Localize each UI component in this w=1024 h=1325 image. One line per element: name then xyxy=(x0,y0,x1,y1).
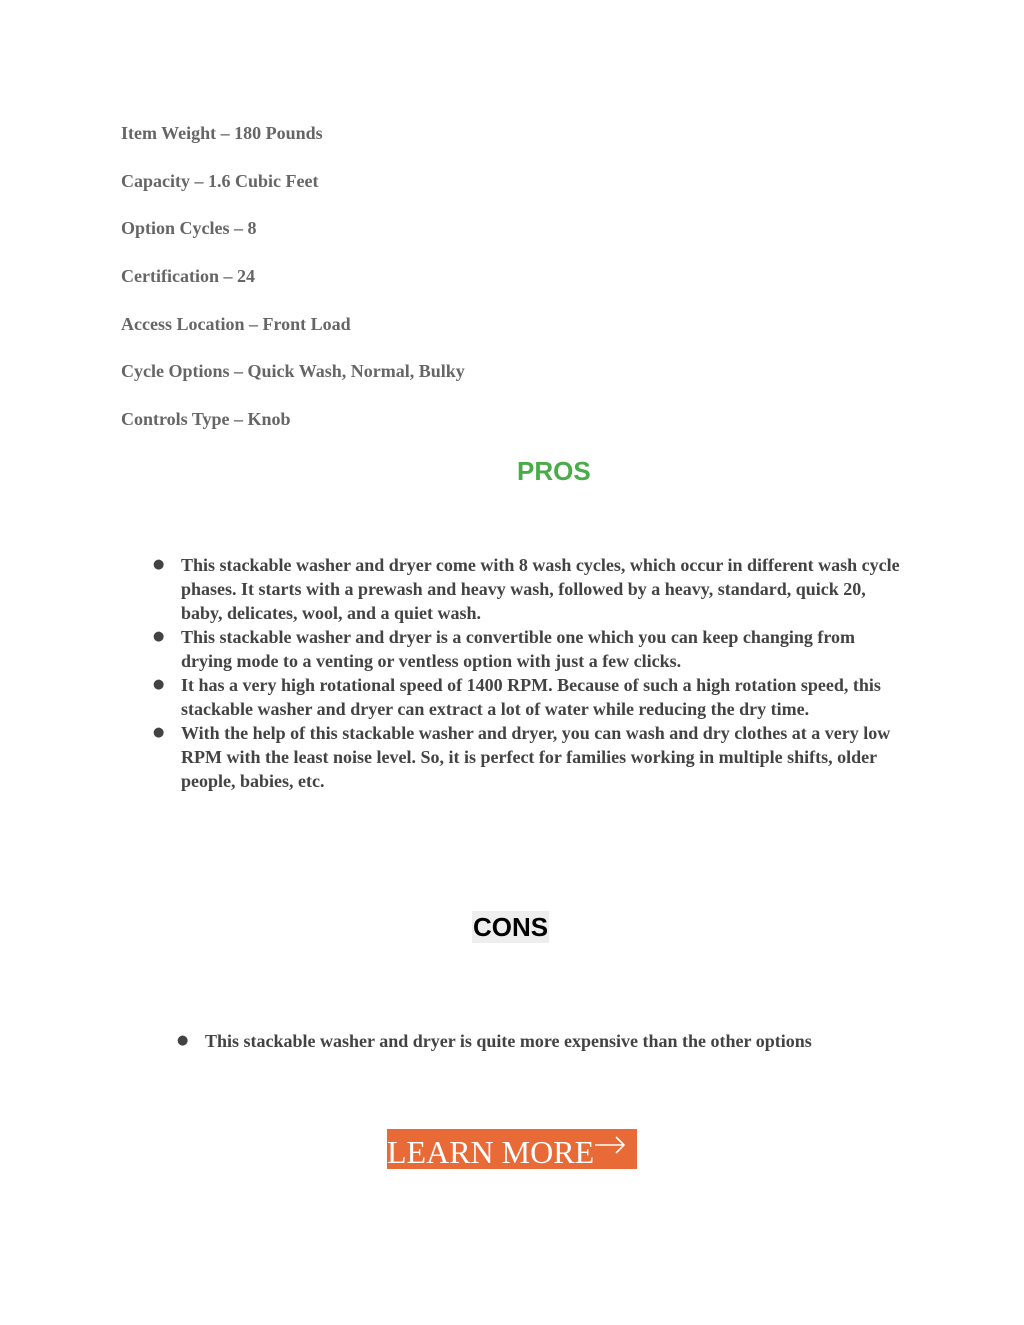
bullet-icon: ● xyxy=(153,629,165,644)
learn-more-label: LEARN MORE xyxy=(387,1134,595,1169)
bullet-icon: ● xyxy=(153,557,165,572)
spec-option-cycles: Option Cycles – 8 xyxy=(121,218,257,238)
spec-item-weight: Item Weight – 180 Pounds xyxy=(121,123,323,143)
spec-cycle-options: Cycle Options – Quick Wash, Normal, Bulky xyxy=(121,361,465,381)
list-item-text: With the help of this stackable washer and dryer, you can wash and dry clothes at a very low RPM with the least noise level. So, it is perfect for families working in multiple shifts, older people, babies, etc. xyxy=(181,723,891,791)
arrow-right-icon xyxy=(593,1129,627,1161)
list-item-text: This stackable washer and dryer come with 8 wash cycles, which occur in different wash cycle phases. It starts with a prewash and heavy wash, followed by a heavy, standard, quick 20, baby, delicates, wool, and a quiet wash. xyxy=(181,555,900,623)
bullet-icon: ● xyxy=(153,677,165,692)
pros-list xyxy=(153,553,906,793)
list-item xyxy=(153,625,906,673)
list-item xyxy=(153,553,906,625)
spec-controls-type: Controls Type – Knob xyxy=(121,409,291,429)
list-item-text: This stackable washer and dryer is a convertible one which you can keep changing from drying mode to a venting or ventless option with just a few clicks. xyxy=(181,627,856,671)
bullet-icon: ● xyxy=(153,725,165,740)
spec-access-location: Access Location – Front Load xyxy=(121,314,351,334)
list-item-text: It has a very high rotational speed of 1400 RPM. Because of such a high rotation speed, this stackable washer and dryer can extract a lot of water while reducing the dry time. xyxy=(181,675,881,719)
cons-list xyxy=(177,1029,925,1053)
bullet-icon: ● xyxy=(177,1033,189,1048)
list-item-text: This stackable washer and dryer is quite more expensive than the other options xyxy=(205,1031,812,1051)
list-item xyxy=(153,673,906,721)
list-item xyxy=(177,1029,925,1053)
spec-capacity: Capacity – 1.6 Cubic Feet xyxy=(121,171,319,191)
spec-certification: Certification – 24 xyxy=(121,266,255,286)
pros-heading: PROS xyxy=(517,456,591,486)
cons-heading: CONS xyxy=(473,912,549,942)
list-item xyxy=(153,721,906,793)
learn-more-button[interactable] xyxy=(387,1129,637,1169)
